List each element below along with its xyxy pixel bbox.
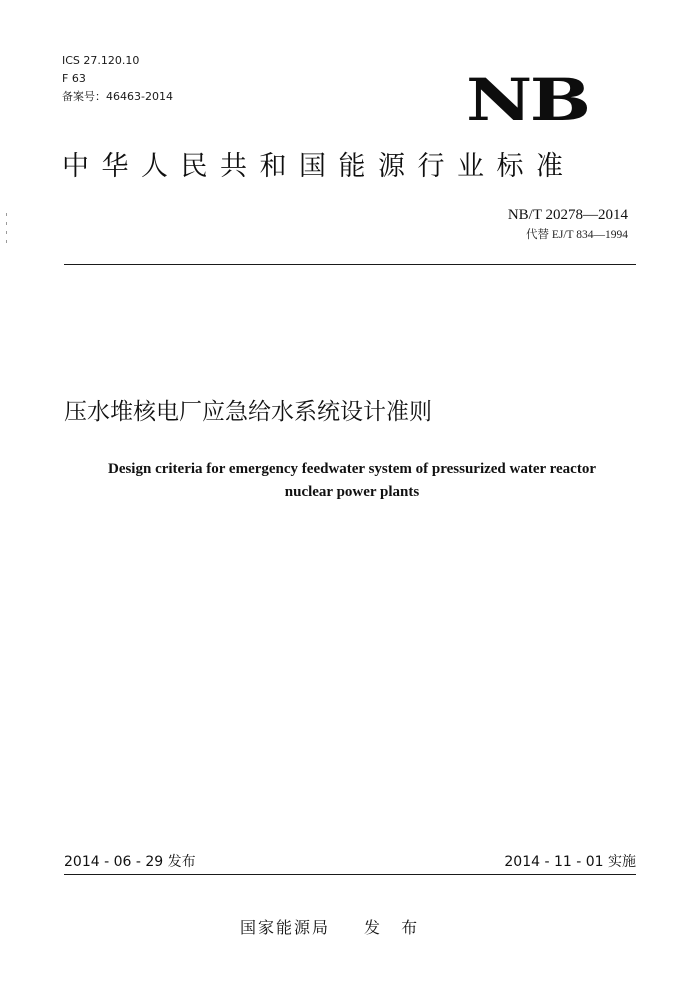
footer-divider <box>64 874 636 875</box>
header-divider <box>64 264 636 265</box>
document-title-cn: 压水堆核电厂应急给水系统设计准则 <box>64 399 432 425</box>
scan-margin-marks <box>6 213 7 247</box>
category-code: F 63 <box>62 72 86 85</box>
ics-code: ICS 27.120.10 <box>62 54 140 67</box>
effective-date: 2014 - 11 - 01 实施 <box>504 854 636 870</box>
publisher-action: 发 布 <box>364 918 426 937</box>
publisher-name: 国家能源局 <box>240 918 331 937</box>
standard-category-title: 中华人民共和国能源行业标准 <box>62 151 576 182</box>
publisher <box>240 917 425 939</box>
document-title-en-line1: Design criteria for emergency feedwater system of pressurized water reactor <box>107 461 596 477</box>
document-title-en <box>40 458 664 504</box>
replaces-standard: 代替 EJ/T 834—1994 <box>525 229 628 241</box>
nb-logo: NB <box>466 66 589 134</box>
document-title-en-line2: nuclear power plants <box>284 484 420 500</box>
record-number: 备案号：46463-2014 <box>62 90 173 103</box>
standard-number: NB/T 20278—2014 <box>507 207 628 223</box>
issue-date: 2014 - 06 - 29 发布 <box>64 854 196 870</box>
